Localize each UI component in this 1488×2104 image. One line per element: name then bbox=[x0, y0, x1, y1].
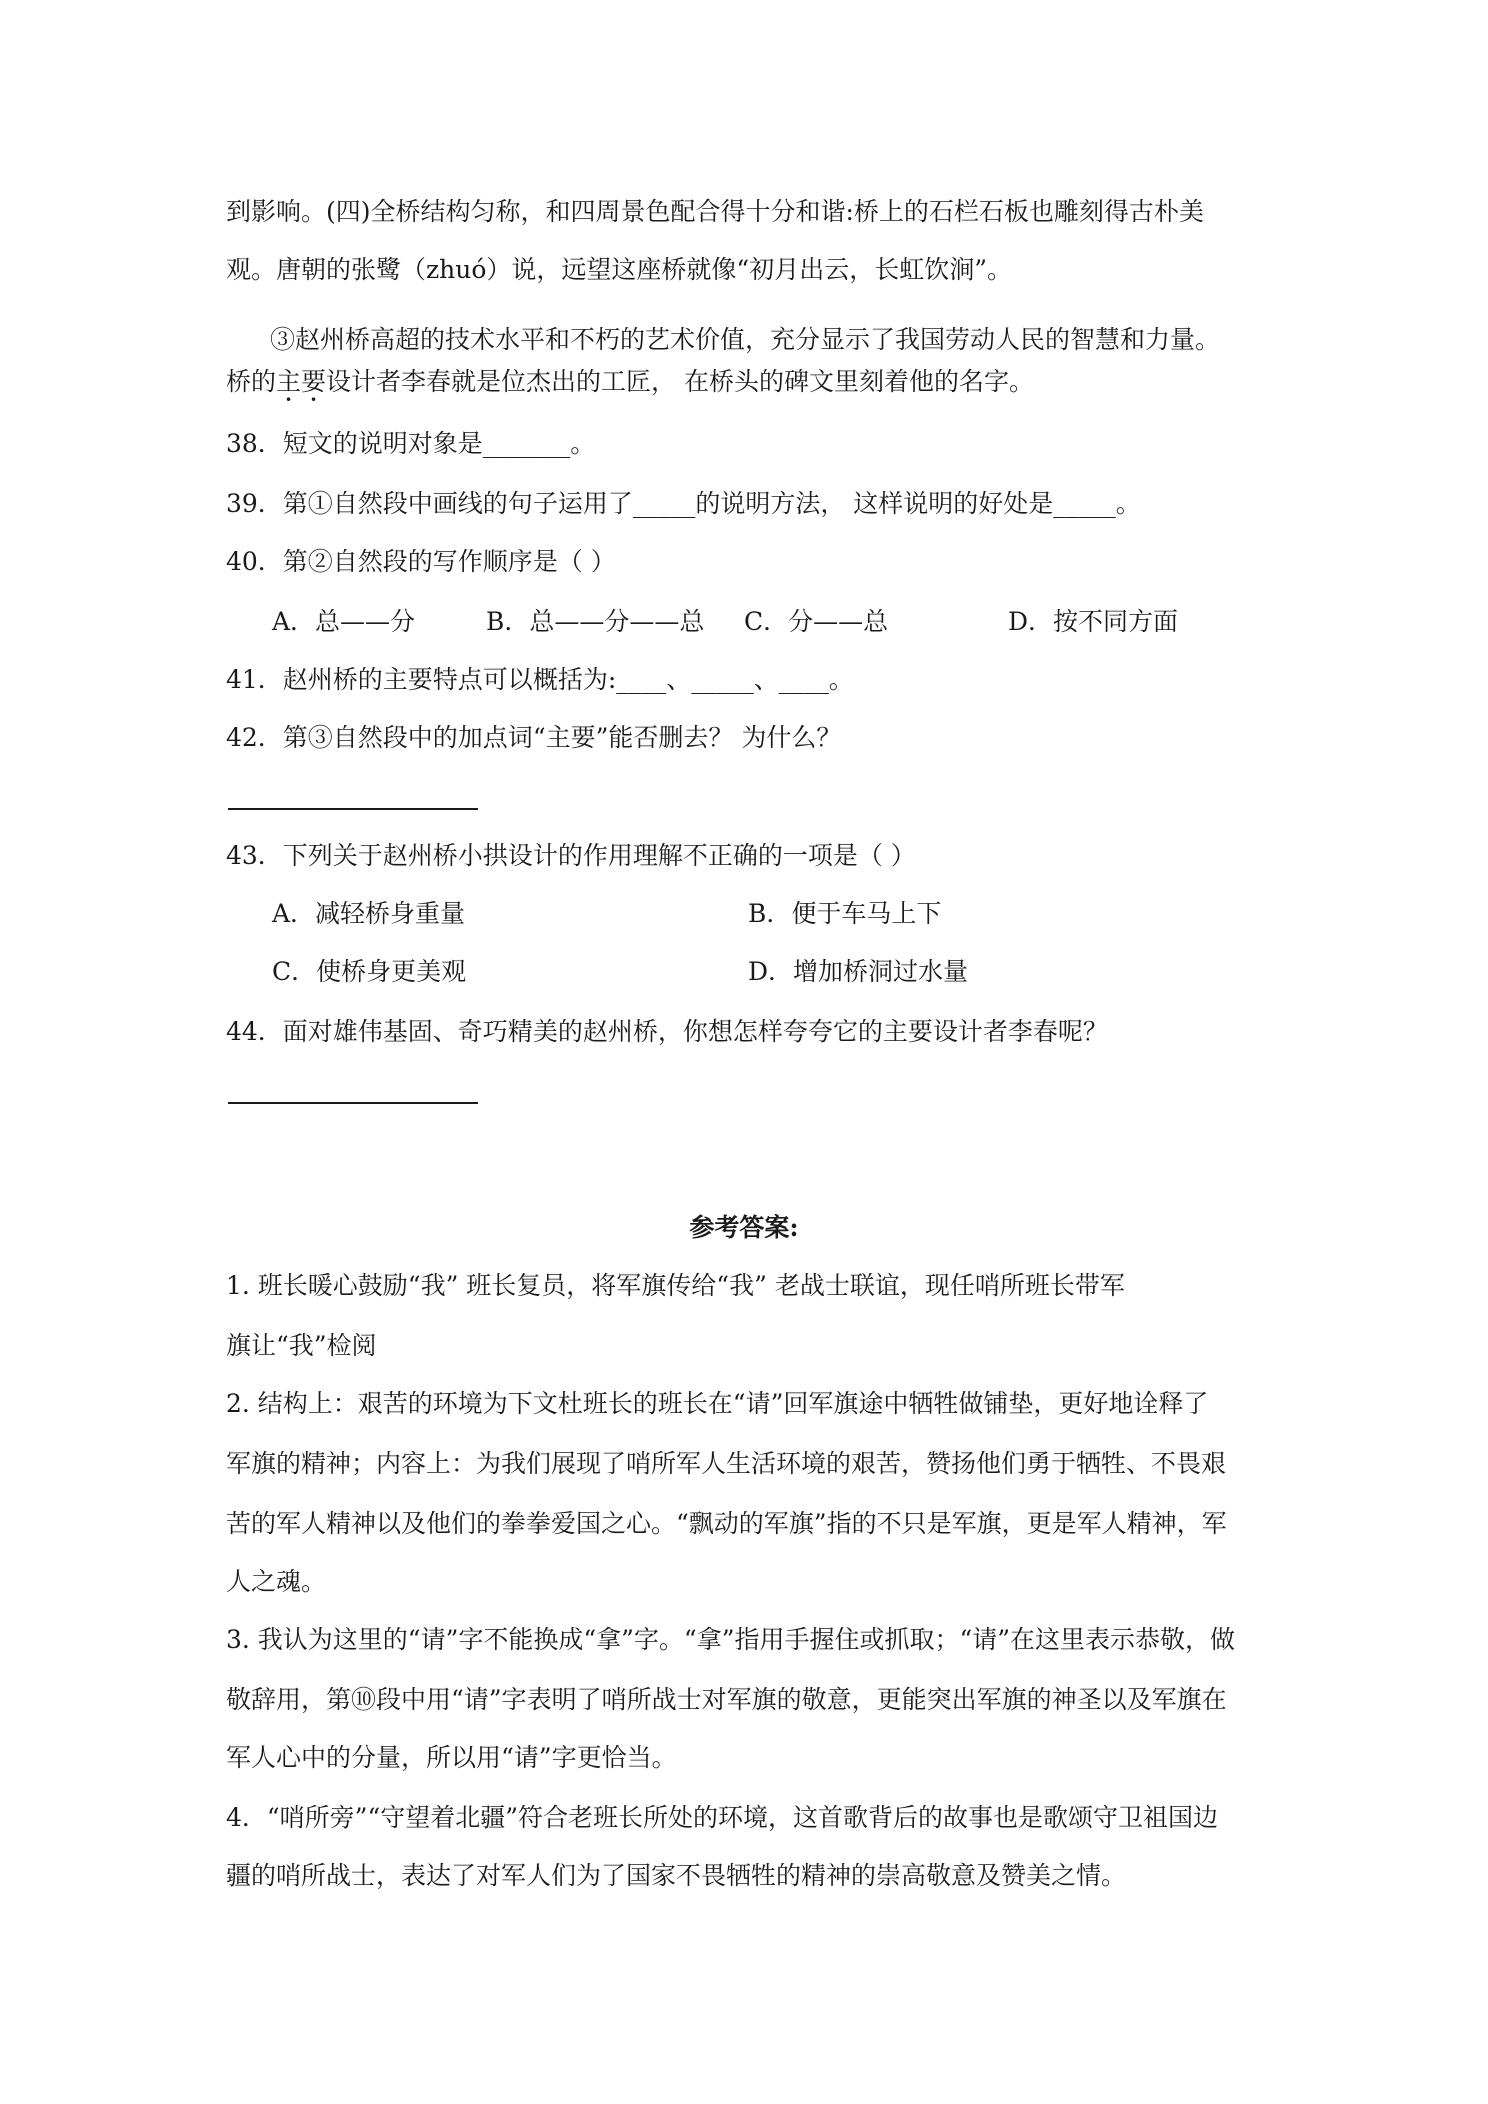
answer-2: 2. 结构上：艰苦的环境为下文杜班长的班长在“请”回军旗途中牺牲做铺垫，更好地诠释了 bbox=[226, 1389, 1209, 1418]
passage-line: 观。唐朝的张鹭（zhuó）说，远望这座桥就像“初月出云，长虹饮涧”。 bbox=[226, 255, 1012, 284]
answer-2: 苦的军人精神以及他们的拳拳爱国之心。“飘动的军旗”指的不只是军旗，更是军人精神，军 bbox=[226, 1509, 1227, 1538]
question-44: 44．面对雄伟基固、奇巧精美的赵州桥，你想怎样夸夸它的主要设计者李春呢？ bbox=[226, 1017, 1108, 1046]
option-b: B．便于车马上下 bbox=[748, 899, 942, 928]
question-40: 40．第②自然段的写作顺序是（ ） bbox=[226, 547, 616, 576]
option-c: C．分——总 bbox=[744, 607, 889, 636]
question-41: 41．赵州桥的主要特点可以概括为:____、_____、____。 bbox=[226, 665, 854, 694]
passage-text: 设计者李春就是位杰出的工匠， 在桥头的碑文里刻着他的名字。 bbox=[326, 367, 1034, 396]
option-a: A．总——分 bbox=[272, 607, 416, 636]
answer-4: 4．“哨所旁”“守望着北疆”符合老班长所处的环境，这首歌背后的故事也是歌颂守卫祖国边 bbox=[226, 1803, 1219, 1832]
option-b: B．总——分——总 bbox=[486, 607, 705, 636]
question-42: 42．第③自然段中的加点词“主要”能否删去？ 为什么？ bbox=[226, 723, 842, 752]
question-39: 39．第①自然段中画线的句子运用了_____的说明方法， 这样说明的好处是_____。 bbox=[226, 489, 1141, 518]
answer-3: 军人心中的分量，所以用“请”字更恰当。 bbox=[226, 1743, 677, 1772]
answers-title: 参考答案: bbox=[689, 1213, 799, 1242]
passage-line bbox=[226, 364, 1034, 400]
passage-text: 桥的 bbox=[226, 367, 277, 396]
answer-3: 3. 我认为这里的“请”字不能换成“拿”字。“拿”指用手握住或抓取；“请”在这里表示恭敬，做 bbox=[226, 1625, 1236, 1654]
option-a: A．减轻桥身重量 bbox=[272, 899, 466, 928]
question-43: 43．下列关于赵州桥小拱设计的作用理解不正确的一项是（ ） bbox=[226, 841, 916, 870]
answer-1: 旗让“我”检阅 bbox=[226, 1331, 377, 1360]
answer-blank-line bbox=[228, 1102, 478, 1104]
answer-2: 人之魂。 bbox=[226, 1567, 327, 1596]
passage-line: 到影响。(四)全桥结构匀称，和四周景色配合得十分和谐:桥上的石栏石板也雕刻得古朴美 bbox=[226, 197, 1204, 226]
passage-line: ③赵州桥高超的技术水平和不朽的艺术价值，充分显示了我国劳动人民的智慧和力量。 bbox=[270, 325, 1221, 354]
option-d: D．按不同方面 bbox=[1008, 607, 1179, 636]
emphasis-dotted-char: 主 bbox=[276, 367, 302, 396]
option-d: D．增加桥洞过水量 bbox=[748, 957, 969, 986]
answer-blank-line bbox=[228, 808, 478, 810]
answer-4: 疆的哨所战士，表达了对军人们为了国家不畏牺牲的精神的崇高敬意及赞美之情。 bbox=[226, 1861, 1127, 1890]
answer-1: 1. 班长暖心鼓励“我” 班长复员，将军旗传给“我” 老战士联谊，现任哨所班长带军 bbox=[226, 1271, 1125, 1300]
answer-2: 军旗的精神；内容上：为我们展现了哨所军人生活环境的艰苦，赞扬他们勇于牺牲、不畏艰 bbox=[226, 1449, 1227, 1478]
question-38: 38．短文的说明对象是_______。 bbox=[226, 429, 596, 458]
answer-3: 敬辞用，第⑩段中用“请”字表明了哨所战士对军旗的敬意，更能突出军旗的神圣以及军旗在 bbox=[226, 1685, 1227, 1714]
option-c: C．使桥身更美观 bbox=[272, 957, 467, 986]
emphasis-dotted-char: 要 bbox=[301, 367, 327, 396]
